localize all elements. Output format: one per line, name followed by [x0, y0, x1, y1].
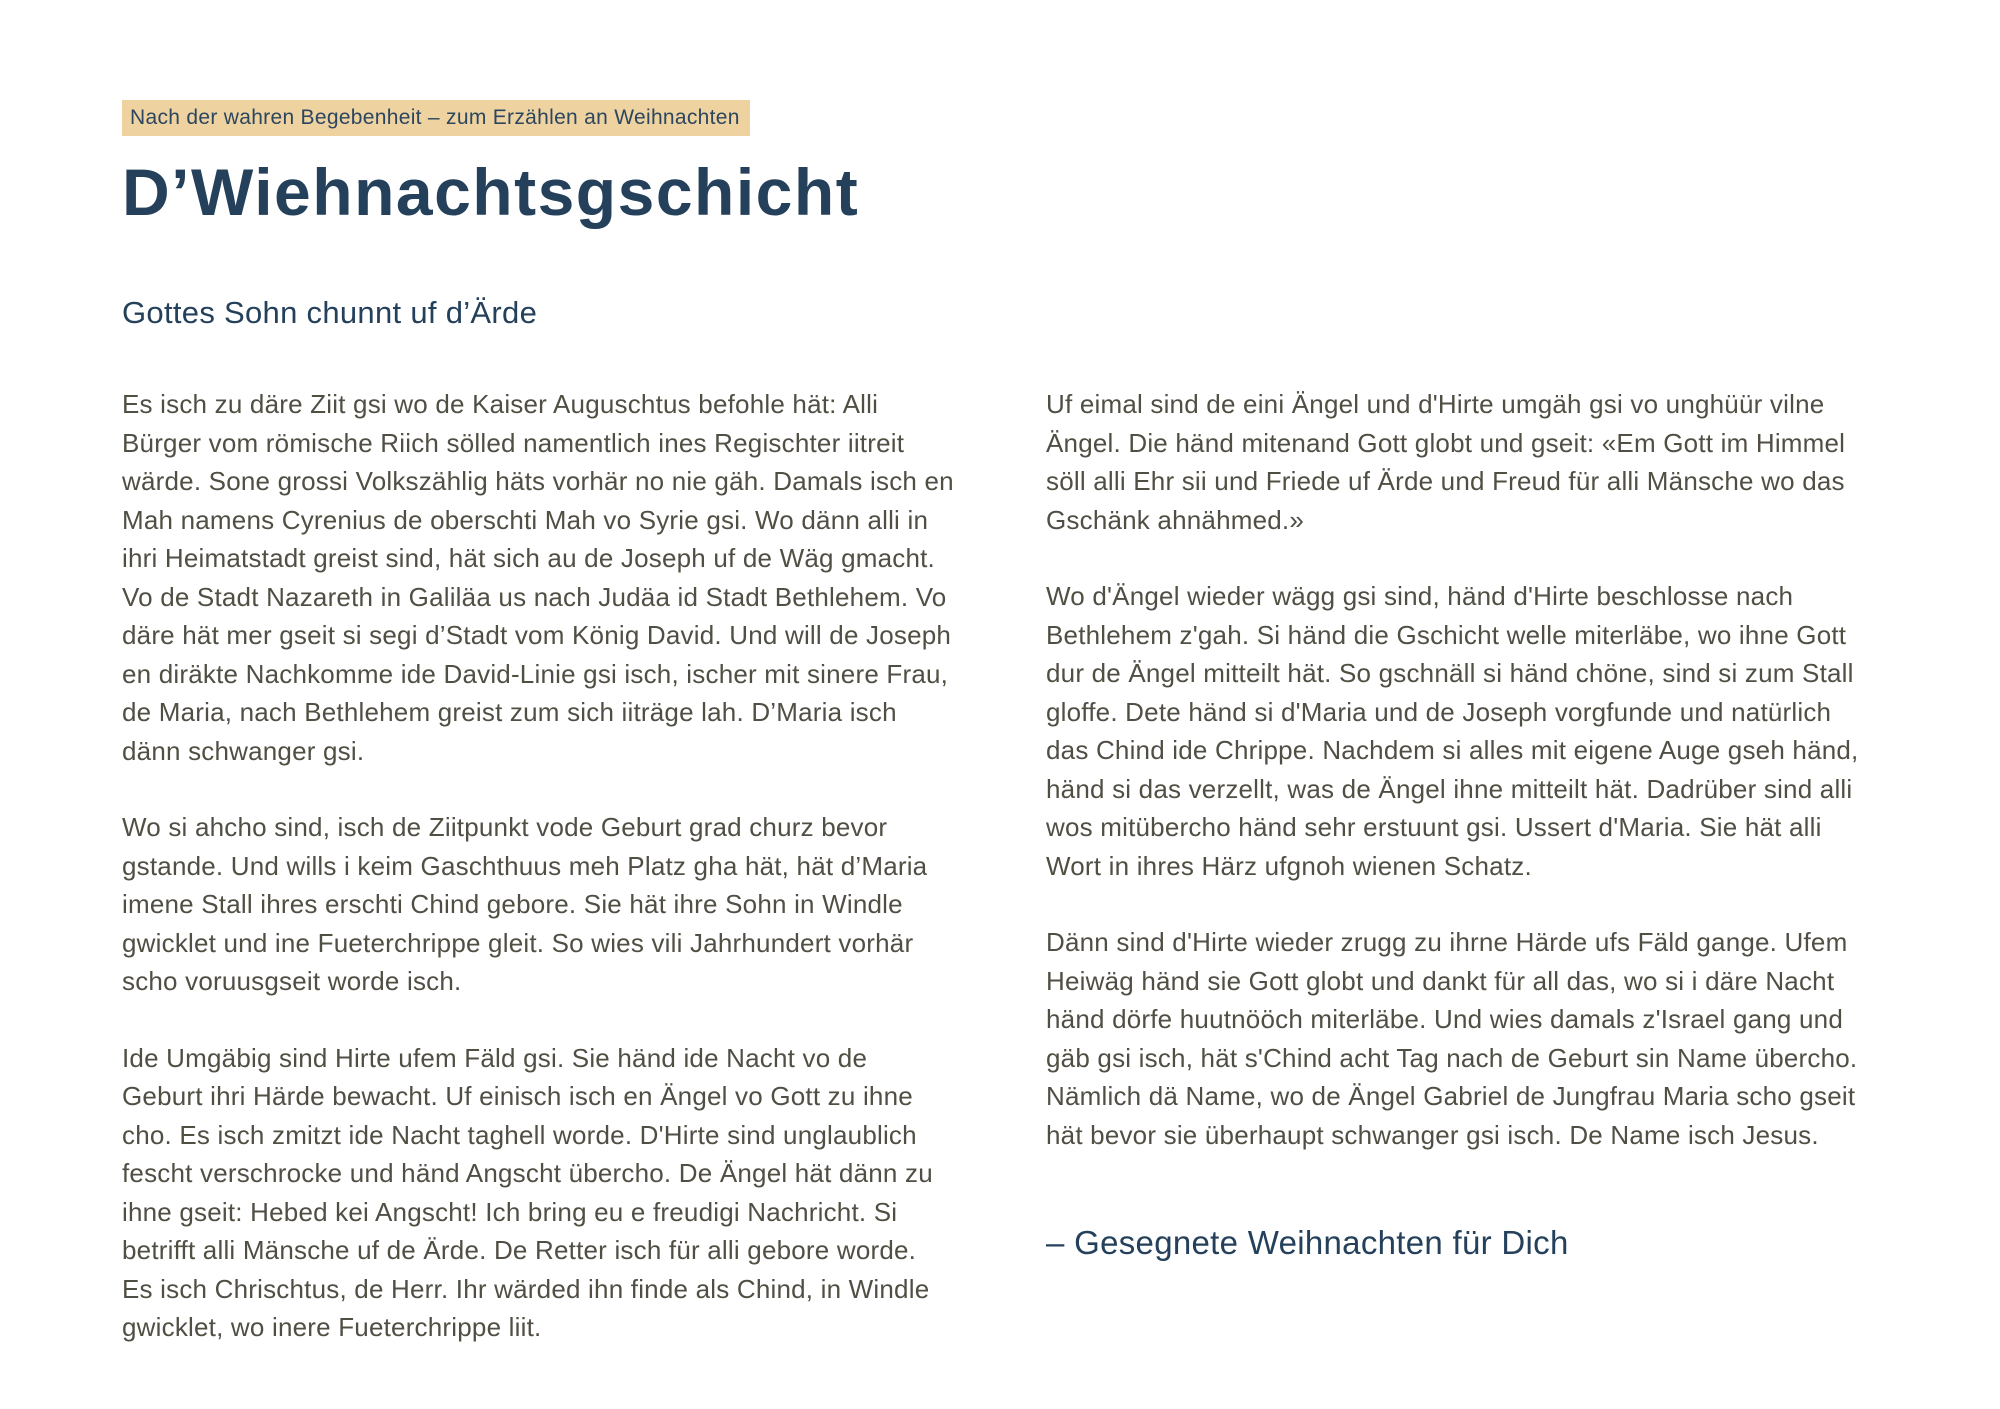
closing-blessing: – Gesegnete Weihnachten für Dich: [1046, 1224, 1569, 1262]
paragraph-right-3: Dänn sind d'Hirte wieder zrugg zu ihrne Härde ufs Fäld gange. Ufem Heiwäg händ sie Gott globt und dankt für all das, wo si i däre Nacht händ dörfe huutnööch miterläbe. Und wies damals z'Israel gang und gäb gsi isch, hät s'Chind acht Tag nach de Geburt sin Name übercho. Nämlich dä Name, wo de Ängel Gabriel de Jungfrau Maria scho gseit hät bevor sie überhaupt schwanger gsi isch. De Name isch Jesus.: [1046, 927, 1858, 1150]
story-column-right: [1046, 385, 1878, 1385]
paragraph-left-3: Ide Umgäbig sind Hirte ufem Fäld gsi. Sie händ ide Nacht vo de Geburt ihri Härde bewacht. Uf einisch isch en Ängel vo Gott zu ihne cho. Es isch zmitzt ide Nacht taghell worde. D'Hirte sind unglaublich fescht verschrocke und händ Angscht übercho. De Ängel hät dänn zu ihne gseit: Hebed kei Angscht! Ich bring eu e freudigi Nachricht. Si betrifft alli Mänsche uf de Ärde. De Retter isch für alli gebore worde. Es isch Chrischtus, de Herr. Ihr wärded ihn finde als Chind, in Windle gwicklet, wo inere Fueterchrippe liit.: [122, 1042, 933, 1343]
page-subtitle: Gottes Sohn chunnt uf d’Ärde: [122, 295, 538, 331]
story-column-left: [122, 385, 954, 1385]
paragraph-right-1: Uf eimal sind de eini Ängel und d'Hirte umgäh gsi vo unghüür vilne Ängel. Die händ mitenand Gott globt und gseit: «Em Gott im Himmel söll alli Ehr sii und Friede uf Ärde und Freud für alli Mänsche wo das Gschänk ahnähmed.»: [1046, 389, 1846, 535]
paragraph-left-2: Wo si ahcho sind, isch de Ziitpunkt vode Geburt grad churz bevor gstande. Und wills i keim Gaschthuus meh Platz gha hät, hät d’Maria imene Stall ihres erschti Chind gebore. Sie hät ihre Sohn in Windle gwicklet und ine Fueterchrippe gleit. So wies vili Jahrhundert vorhär scho voruusgseit worde isch.: [122, 812, 928, 997]
eyebrow-label: Nach der wahren Begebenheit – zum Erzählen an Weihnachten: [122, 100, 750, 136]
page-title: D’Wiehnachtsgschicht: [122, 155, 860, 230]
story-columns: [122, 385, 1878, 1385]
paragraph-left-1: Es isch zu däre Ziit gsi wo de Kaiser Auguschtus befohle hät: Alli Bürger vom römische Riich sölled namentlich ines Regischter iitreit wärde. Sone grossi Volkszählig häts vorhär no nie gäh. Damals isch en Mah namens Cyrenius de oberschti Mah vo Syrie gsi. Wo dänn alli in ihri Heimatstadt greist sind, hät sich au de Joseph uf de Wäg gmacht. Vo de Stadt Nazareth in Galiläa us nach Judäa id Stadt Bethlehem. Vo däre hät mer gseit si segi d’Stadt vom König David. Und will de Joseph en diräkte Nachkomme ide David-Linie gsi isch, ischer mit sinere Frau, de Maria, nach Bethlehem greist zum sich iiträge lah. D’Maria isch dänn schwanger gsi.: [122, 389, 954, 766]
paragraph-right-2: Wo d'Ängel wieder wägg gsi sind, händ d'Hirte beschlosse nach Bethlehem z'gah. Si händ die Gschicht welle miterläbe, wo ihne Gott dur de Ängel mitteilt hät. So gschnäll si händ chöne, sind si zum Stall gloffe. Dete händ si d'Maria und de Joseph vorgfunde und natürlich das Chind ide Chrippe. Nachdem si alles mit eigene Auge gseh händ, händ si das verzellt, was de Ängel ihne mitteilt hät. Dadrüber sind alli wos mitübercho händ sehr erstuunt gsi. Ussert d'Maria. Sie hät alli Wort in ihres Härz ufgnoh wienen Schatz.: [1046, 581, 1859, 881]
